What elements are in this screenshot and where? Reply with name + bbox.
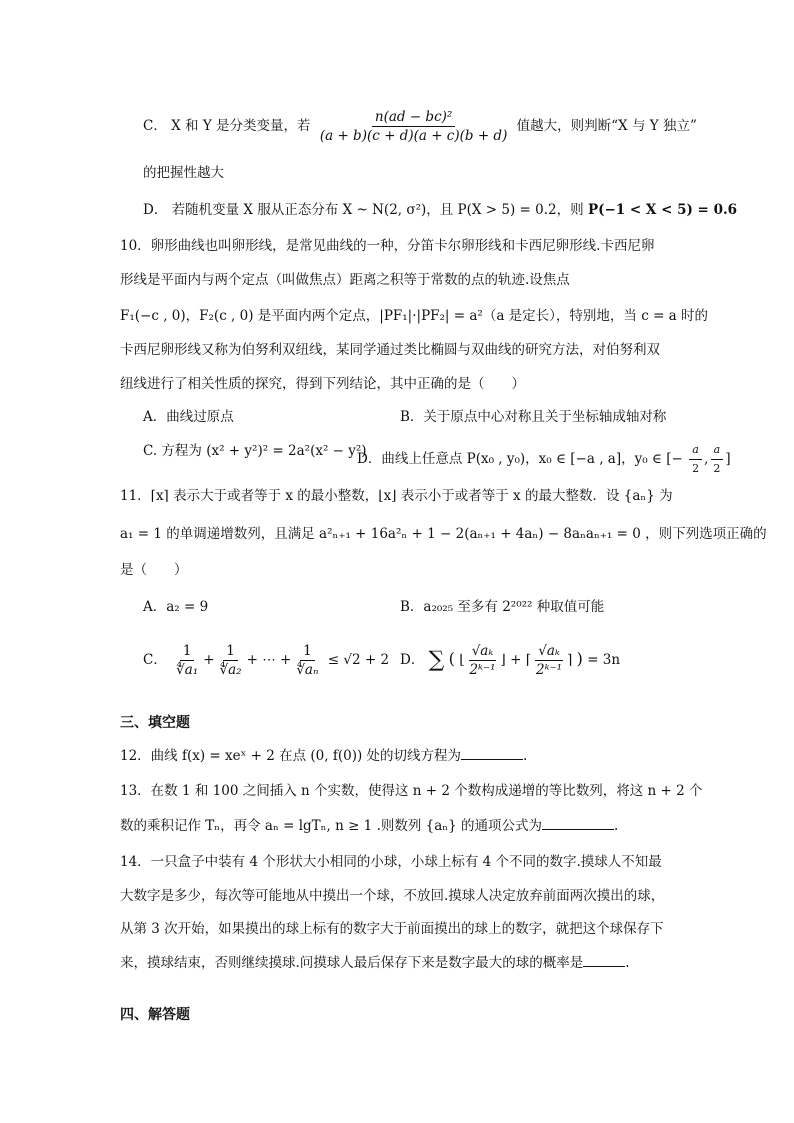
q10-option-b: B．关于原点中心对称且关于坐标轴成轴对称: [400, 409, 667, 425]
q11-d-den-2: 2ᵏ⁻¹: [536, 662, 563, 678]
q10-d-frac-1: [689, 441, 702, 478]
q10-d-comma: ,: [704, 451, 709, 467]
q11-c-num-3: 1: [300, 642, 315, 661]
q12: [120, 745, 527, 766]
q10-stem-4: 卡西尼卵形线又称为伯努利双纽线，某同学通过类比椭圆与双曲线的研究方法，对伯努利双: [120, 342, 660, 358]
q9-c-text3: 的把握性越大: [143, 165, 224, 181]
section-3-heading: 三、填空题: [120, 715, 190, 731]
q14-line-1: 14．一只盒子中装有 4 个形状大小相同的小球，小球上标有 4 个不同的数字.摸球人不知最: [120, 854, 662, 870]
q11-c-frac-3: [293, 642, 321, 679]
q11-d-frac-2: [533, 642, 565, 679]
q11-d-num-1: √aₖ: [469, 642, 497, 661]
q10-stem-1: 10．卵形曲线也叫卵形线，是常见曲线的一种，分笛卡尔卵形线和卡西尼卵形线.卡西尼卵: [120, 238, 655, 254]
q10-d-den-2: 2: [713, 462, 721, 475]
q11-c-frac-2: [217, 642, 245, 679]
q11-c-den-1: ∜a₁: [176, 662, 199, 678]
chi-den: (a + b)(c + d)(a + c)(b + d): [319, 128, 508, 144]
q12-end: .: [523, 748, 528, 764]
q11-option-a: A．a₂ = 9: [143, 599, 209, 615]
q10-option-c: C. 方程为 (x² + y²)² = 2a²(x² − y²): [143, 443, 367, 459]
q11-stem-2: a₁ = 1 的单调递增数列，且满足 a²ₙ₊₁ + 16a²ₙ + 1 − 2(aₙ₊₁ + 4aₙ) − 8aₙaₙ₊₁ = 0 ，则下列选项正确的: [120, 526, 767, 542]
chi-num: n(ad − bc)²: [372, 108, 455, 127]
q13-line-1: 13．在数 1 和 100 之间插入 n 个实数，使得这 n + 2 个数构成递增的等比数列，将这 n + 2 个: [120, 783, 703, 799]
q14-line-2: 大数字是多少，每次等可能地从中摸出一个球，不放回.摸球人决定放弃前面两次摸出的球，: [120, 888, 665, 904]
q11-d-num-2: √aₖ: [535, 642, 563, 661]
ceil-left: ⌈: [525, 652, 531, 668]
q11-c-num-1: 1: [180, 642, 195, 661]
q10-d-text1: D．曲线上任意点 P(x₀ , y₀)，x₀ ∈ [−a , a]，y₀ ∈ [−: [357, 451, 683, 467]
q10-stem-2: 形线是平面内与两个定点（叫做焦点）距离之积等于常数的点的轨迹.设焦点: [120, 272, 570, 288]
open-bracket: (: [448, 649, 455, 668]
q13-end: .: [614, 818, 619, 834]
floor-right: ⌋: [500, 652, 506, 668]
q12-text: 12．曲线 f(x) = xeˣ + 2 在点 (0, f(0)) 处的切线方程为: [120, 748, 462, 764]
q11-c-num-2: 1: [223, 642, 238, 661]
q14-end: .: [625, 955, 630, 971]
q11-d-den-1: 2ᵏ⁻¹: [469, 662, 496, 678]
q11-option-b: B．a₂₀₂₅ 至多有 2²⁰²² 种取值可能: [400, 599, 605, 615]
q10-d-bracket: ]: [725, 451, 731, 467]
q13-line-2: [120, 815, 618, 836]
q10-d-num-2: a: [711, 441, 724, 460]
q9-c-text1: X 和 Y 是分类变量，若: [171, 118, 311, 134]
chi-square-fraction: [317, 108, 511, 145]
q14-text: 来，摸球结束，否则继续摸球.问摸球人最后保存下来是数字最大的球的概率是: [120, 955, 584, 971]
floor-left: ⌊: [459, 652, 465, 668]
summation-symbol: ∑: [428, 647, 445, 673]
q13-text: 数的乘积记作 Tₙ，再令 aₙ = lgTₙ, n ≥ 1 .则数列 {aₙ} 的通项公式为: [120, 818, 543, 834]
q9-d-text1: 若随机变量 X 服从正态分布 X ~ N(2, σ²)，且 P(X > 5) = 0.2，则: [171, 202, 584, 218]
q11-d-label: D．: [400, 652, 425, 668]
q11-c-label: C．: [143, 652, 167, 668]
q9-option-d: [143, 200, 737, 220]
q10-d-num-1: a: [689, 441, 702, 460]
q14-answer-blank[interactable]: [583, 952, 625, 967]
section-4-heading: 四、解答题: [120, 1007, 190, 1023]
close-bracket: ): [576, 649, 583, 668]
q12-answer-blank[interactable]: [461, 745, 523, 760]
q9-d-text2: P(−1 < X < 5) = 0.6: [587, 202, 738, 218]
q11-d-end: = 3n: [587, 652, 621, 668]
q11-c-den-2: ∜a₂: [219, 662, 242, 678]
q11-stem-3: 是（ ）: [120, 562, 188, 578]
q10-d-frac-2: [710, 441, 723, 478]
q11-c-end: ≤ √2 + 2: [327, 652, 390, 668]
q11-c-den-3: ∜aₙ: [296, 662, 319, 678]
q14-line-3: 从第 3 次开始，如果摸出的球上标有的数字大于前面摸出的球上的数字，就把这个球保存下: [120, 921, 664, 937]
q10-option-d: [357, 441, 731, 478]
q10-stem-3: F₁(−c , 0)，F₂(c , 0) 是平面内两个定点，|PF₁|·|PF₂| = a²（a 是定长），特别地，当 c = a 时的: [120, 308, 709, 324]
q11-option-c: C． $\frac{1}{\text{∜a₁}}$ + $\frac{1}{\text{∜a₂}}$ + ⋯ + $\frac{1}{\text{∜aₙ}}$ ≤ √2 + 2: [143, 643, 390, 678]
q11-c-mid: + ⋯ +: [246, 652, 292, 668]
q9-c-label: C．: [143, 118, 167, 134]
q11-stem-1: 11．⌈x⌉ 表示大于或者等于 x 的最小整数，⌊x⌋ 表示小于或者等于 x 的最大整数．设 {aₙ} 为: [120, 488, 673, 504]
q10-d-den-1: 2: [692, 462, 700, 475]
q10-stem-5: 纽线进行了相关性质的探究，得到下列结论，其中正确的是（ ）: [120, 376, 525, 392]
ceil-right: ⌉: [567, 652, 573, 668]
q9-option-c: [143, 108, 697, 145]
q9-c-text2: 值越大，则判断“X 与 Y 独立”: [516, 118, 697, 134]
q11-d-frac-1: [466, 642, 498, 679]
q14-line-4: [120, 952, 630, 973]
q13-answer-blank[interactable]: [542, 815, 614, 830]
q9-d-label: D．: [143, 202, 168, 218]
q11-option-d: D． ∑ ( ⌊ $\frac{\text{√aₖ}}{\text{2ᵏ⁻¹}}$ ⌋ + ⌈ $\frac{\text{√aₖ}}{\text{2ᵏ⁻¹}}$ ⌉ ) = 3n: [400, 643, 621, 678]
q10-option-a: A．曲线过原点: [143, 409, 234, 425]
q11-c-frac-1: [173, 642, 201, 679]
